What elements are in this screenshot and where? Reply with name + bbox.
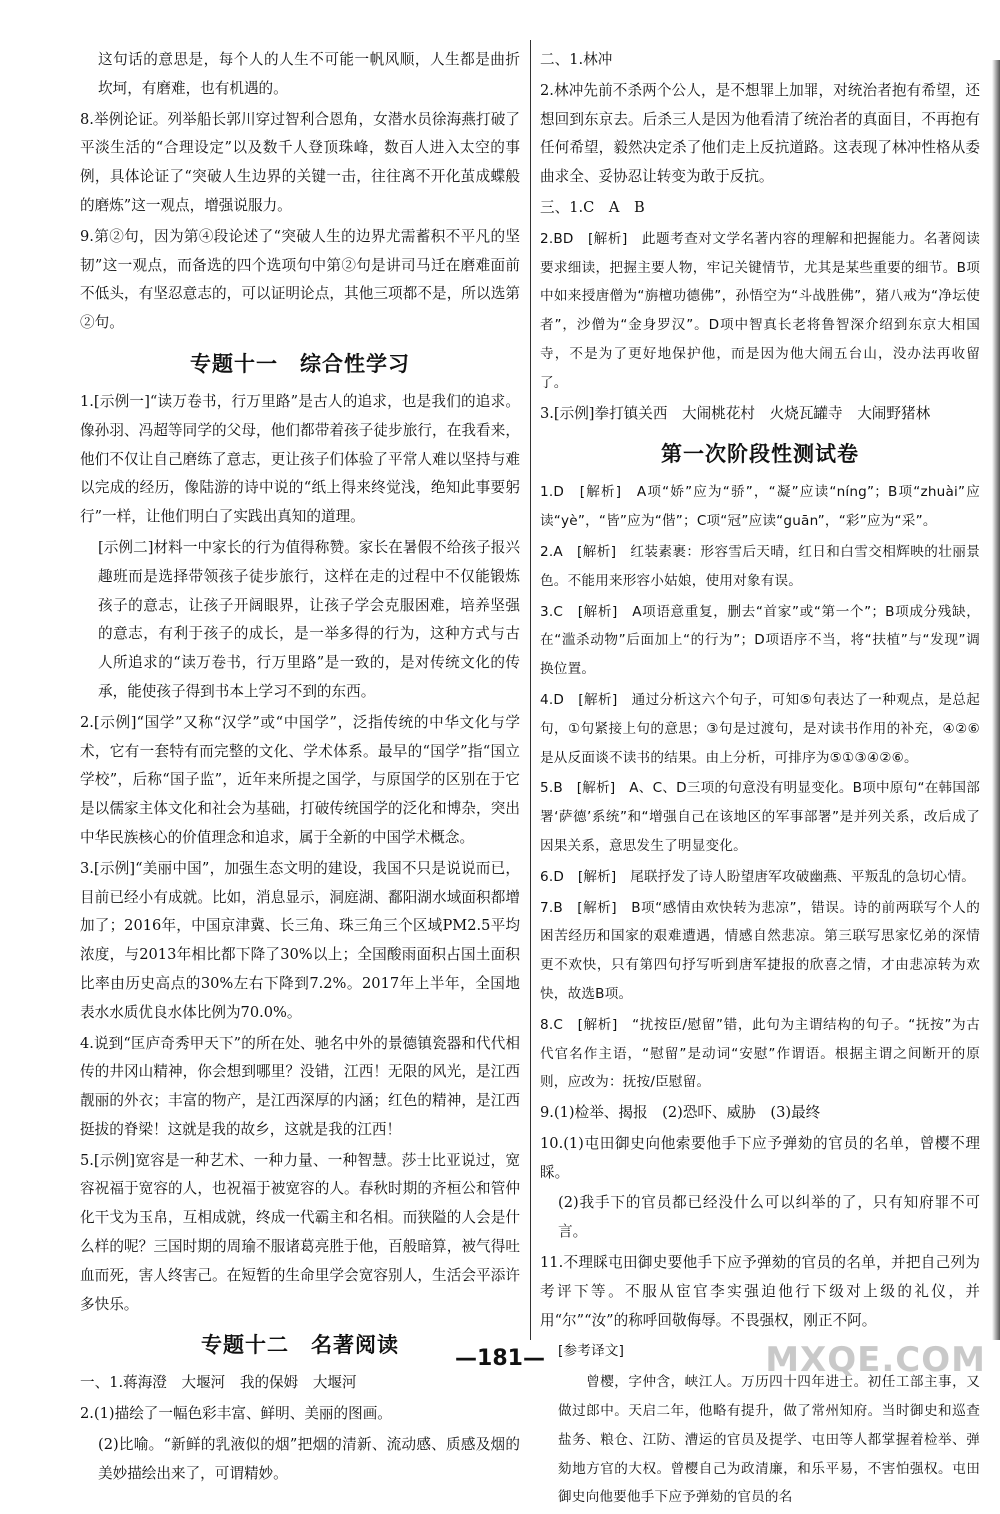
answer-paragraph: (2)比喻。“新鲜的乳液似的烟”把烟的清新、流动感、质感及烟的美妙描绘出来了，可谓精妙。: [98, 1436, 520, 1482]
section-heading-11: 专题十一 综合性学习: [190, 351, 410, 376]
answer-paragraph: 9.(1)检举、揭报 (2)恐吓、威胁 (3)最终: [540, 1104, 821, 1122]
answer-paragraph: (2)我手下的官员都已经没什么可以纠举的了，只有知府罪不可言。: [558, 1194, 980, 1241]
answer-paragraph: 7.B [解析] B项“感情由欢快转为悲凉”，错误。诗的前两联写个人的困苦经历和国家的艰难遭遇，情感自然悲凉。第三联写思家忆弟的深情更不欢快，只有第四句抒写听到唐军捷报的欣喜之情，才由悲凉转为欢快，故选B项。: [540, 899, 980, 1002]
answer-paragraph: 这句话的意思是，每个人的人生不可能一帆风顺，人生都是曲折坎坷，有磨难，也有机遇的。: [98, 51, 520, 97]
answer-paragraph: 二、1.林冲: [540, 51, 613, 68]
left-column: [80, 46, 520, 1491]
answer-paragraph: 曾樱，字仲含，峡江人。万历四十四年进士。初任工部主事，又做过郎中。天启二年，他略有提升，做了常州知府。当时御史和巡查盐务、粮仓、江防、漕运的官员及提学、屯田等人都掌握着检举、弹劾地方官的大权。曾樱自己为政清廉，和乐平易，不害怕强权。屯田御史向他要他手下应予弹劾的官员的名: [558, 1374, 980, 1506]
answer-paragraph: 2.(1)描绘了一幅色彩丰富、鲜明、美丽的图画。: [80, 1405, 392, 1423]
section-heading-12: 专题十二 名著阅读: [201, 1333, 399, 1358]
answer-paragraph: [参考译文]: [558, 1343, 625, 1360]
watermark-logo: MXQE.COM: [765, 1340, 986, 1380]
answer-paragraph: 1.D [解析] A项“娇”应为“骄”，“凝”应读“níng”；B项“zhuài”应读“yè”，“皆”应为“偕”；C项“冠”应读“guān”，“彩”应为“采”。: [540, 484, 980, 530]
answer-paragraph: 3.[示例]拳打镇关西 大闹桃花村 火烧瓦罐寺 大闹野猪林: [540, 404, 931, 422]
answer-paragraph: 9.第②句，因为第④段论述了“突破人生的边界尤需蓄积不平凡的坚韧”这一观点，而备选的四个选项句中第②句是讲司马迁在磨难面前不低头，有坚忍意志的，可以证明论点，其他三项都不是，所以选第②句。: [80, 227, 520, 332]
left-top-section: [80, 46, 520, 338]
answer-paragraph: [示例二]材料一中家长的行为值得称赞。家长在暑假不给孩子报兴趣班而是选择带领孩子徒步旅行，这样在走的过程中不仅能锻炼孩子的意志，让孩子开阔眼界，让孩子学会克服困难，培养坚强的意志，有利于孩子的成长，是一举多得的行为，这种方式与古人所追求的“读万卷书，行万里路”是一致的，是对传统文化的传承，能使孩子得到书本上学习不到的东西。: [98, 538, 520, 700]
left-bottom-section: [80, 1369, 520, 1488]
answer-paragraph: 2.[示例]“国学”又称“汉学”或“中国学”，泛指传统的中华文化与学术，它有一套特有而完整的文化、学术体系。最早的“国学”指“国立学校”，后称“国子监”，近年来所提之国学，与原国学的区别在于它是以儒家主体文化和社会为基础，打破传统国学的泛化和博杂，突出中华民族核心的价值理念和追求，属于全新的中国学术概念。: [80, 713, 520, 846]
answer-paragraph: 4.说到“匡庐奇秀甲天下”的所在处、驰名中外的景德镇瓷器和代代相传的井冈山精神，你会想到哪里？没错，江西！无限的风光，是江西靓丽的外衣；丰富的物产，是江西深厚的内涵；红色的精神，是江西挺拔的脊梁！这就是我的故乡，这就是我的江西！: [80, 1034, 520, 1138]
answer-paragraph: 2.林冲先前不杀两个公人，是不想罪上加罪，对统治者抱有希望，还想回到东京去。后杀三人是因为他看清了统治者的真面目，不再抱有任何希望，毅然决定杀了他们走上反抗道路。这表现了林冲性格从委曲求全、妥协忍让转变为敢于反抗。: [540, 81, 980, 186]
answer-paragraph: 8.举例论证。列举船长郭川穿过智利合恩角，女潜水员徐海燕打破了平淡生活的“合理设定”以及数千人登顶珠峰，数百人进入太空的事例，具体论证了“突破人生边界的关键一击，往往离不开化茧成蝶般的磨炼”这一观点，增强说服力。: [80, 110, 520, 214]
answer-paragraph: 三、1.C A B: [540, 198, 645, 216]
left-mid-section: [80, 388, 520, 1320]
answer-paragraph: 2.A [解析] 红装素裹：形容雪后天晴，红日和白雪交相辉映的壮丽景色。不能用来形容小姑娘，使用对象有误。: [540, 543, 980, 589]
column-divider: [530, 40, 531, 1340]
answer-paragraph: 3.C [解析] A项语意重复，删去“首家”或“第一个”；B项成分残缺，在“滥杀动物”后面加上“的行为”；D项语序不当，将“扶植”与“发现”调换位置。: [540, 603, 980, 678]
answer-paragraph: 1.[示例一]“读万卷书，行万里路”是古人的追求，也是我们的追求。像孙羽、冯超等同学的父母，他们都带着孩子徒步旅行，在我看来，他们不仅让自己磨练了意志，更让孩子们体验了平常人难以坚持与难以完成的经历，像陆游的诗中说的“纸上得来终觉浅，绝知此事要躬行”一样，让他们明白了实践出真知的道理。: [80, 392, 520, 526]
answer-paragraph: 5.B [解析] A、C、D三项的句意没有明显变化。B项中原句“在韩国部署‘萨德’系统”和“增强自己在该地区的军事部署”是并列关系，改后成了因果关系，意思发生了明显变化。: [540, 780, 980, 854]
answer-paragraph: 11.不理睬屯田御史要他手下应予弹劾的官员的名单，并把自己列为考评下等。不服从宦官李实强迫他行下级对上级的礼仪，并用“尔”“汝”的称呼回敬侮辱。不畏强权，刚正不阿。: [540, 1254, 980, 1329]
right-column: [540, 46, 980, 1514]
answer-paragraph: 4.D [解析] 通过分析这六个句子，可知⑤句表达了一种观点，是总起句，①句紧接上句的意思；③句是过渡句，是对读书作用的补充，④②⑥是从反面谈不读书的结果。由上分析，可排序为⑤①③④②⑥。: [540, 691, 980, 766]
answer-paragraph: 8.C [解析] “扰按臣/慰留”错，此句为主谓结构的句子。“抚按”为古代官名作主语，“慰留”是动词“安慰”作谓语。根据主谓之间断开的原则，应改为：抚按/臣慰留。: [540, 1016, 980, 1091]
page-number: —181—: [455, 1346, 545, 1371]
book-spine-shadow: [992, 60, 1000, 1340]
answer-paragraph: 6.D [解析] 尾联抒发了诗人盼望唐军攻破幽燕、平叛乱的急切心情。: [540, 868, 976, 885]
test-paper-heading: 第一次阶段性测试卷: [661, 442, 859, 467]
answer-paragraph: 2.BD [解析] 此题考查对文学名著内容的理解和把握能力。名著阅读要求细读，把握主要人物，牢记关键情节，尤其是某些重要的细节。B项中如来授唐僧为“旃檀功德佛”，孙悟空为“斗战胜佛”，猪八戒为“净坛使者”，沙僧为“金身罗汉”。D项中智真长老将鲁智深介绍到东京大相国寺，不是为了更好地保护他，而是因为他大闹五台山，没办法再收留了。: [540, 230, 980, 391]
answer-paragraph: 3.[示例]“美丽中国”，加强生态文明的建设，我国不只是说说而已，目前已经小有成就。比如，消息显示，洞庭湖、鄱阳湖水域面积都增加了；2016年，中国京津冀、长三角、珠三角三个区域PM2.5平均浓度，与2013年相比都下降了30%以上；全国酸雨面积占国土面积比率由历史高点的30%左右下降到7.2%。2017年上半年，全国地表水水质优良水体比例为70.0%。: [80, 859, 520, 1021]
right-top-section: [540, 46, 980, 428]
answer-paragraph: 5.[示例]宽容是一种艺术、一种力量、一种智慧。莎士比亚说过，宽容祝福于宽容的人，也祝福于被宽容的人。春秋时期的齐桓公和管仲化干戈为玉帛，互相成就，终成一代霸主和名相。而狭隘的人会是什么样的呢？三国时期的周瑜不服诸葛亮胜于他，百般暗算，被气得吐血而死，害人终害己。在短暂的生命里学会宽容别人，生活会平添许多快乐。: [80, 1151, 520, 1313]
answer-paragraph: 一、1.蒋海澄 大堰河 我的保姆 大堰河: [80, 1374, 357, 1392]
answer-paragraph: 10.(1)屯田御史向他索要他手下应予弹劾的官员的名单，曾樱不理睬。: [540, 1134, 980, 1181]
